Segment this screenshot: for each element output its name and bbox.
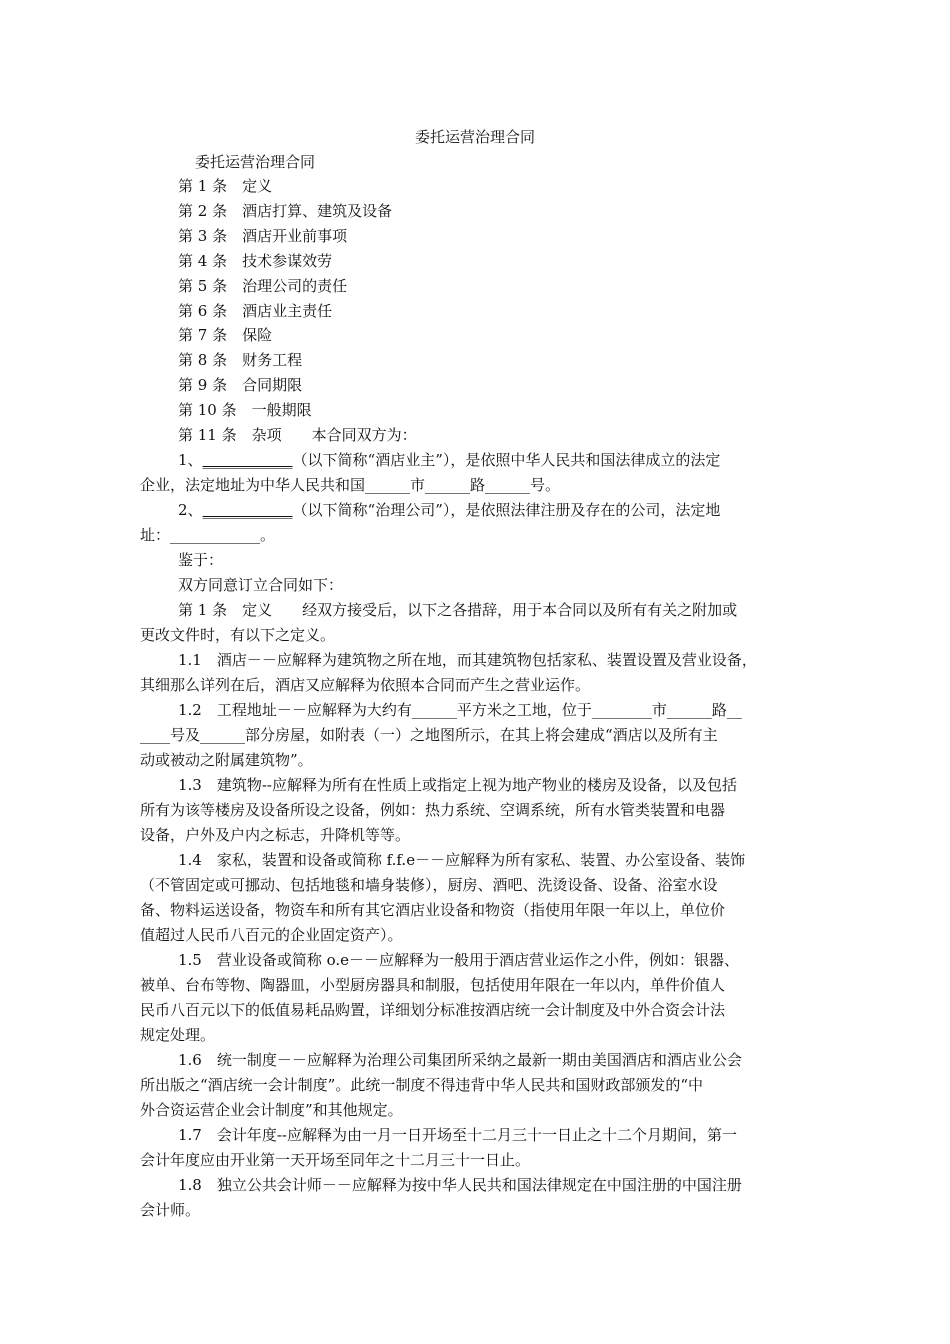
toc-item: 第 2 条 酒店打算、建筑及设备 — [178, 201, 393, 220]
toc-item: 第 5 条 治理公司的责任 — [178, 276, 348, 295]
party-1-line-1 — [178, 450, 720, 470]
toc-item: 第 11 条 杂项 本合同双方为： — [178, 426, 417, 444]
contract-line: 会计师。 — [140, 1201, 201, 1219]
contract-line: 1.5 营业设备或简称 o.e－－应解释为一般用于酒店营业运作之小件，例如：银器、 — [178, 951, 740, 969]
contract-line: 值超过人民币八百元的企业固定资产）。 — [140, 926, 403, 944]
party-2-text: （以下简称“治理公司”），是依照法律注册及存在的公司，法定地 — [292, 501, 721, 519]
party-2-line-2: 址：____________。 — [140, 526, 276, 544]
contract-line: 其细那么详列在后，酒店又应解释为依照本合同而产生之营业运作。 — [140, 676, 591, 694]
toc-item: 第 1 条 定义 — [178, 177, 273, 195]
contract-line: 设备，户外及户内之标志，升降机等等。 — [140, 826, 411, 844]
contract-line: 更改文件时，有以下之定义。 — [140, 626, 336, 644]
contract-line: 第 1 条 定义 经双方接受后，以下之各措辞，用于本合同以及所有有关之附加或 — [178, 601, 738, 619]
party-2-line-1 — [178, 500, 720, 520]
contract-line: 1.4 家私，装置和设备或简称 f.f.e－－应解释为所有家私、装置、办公室设备、装饰 — [178, 851, 746, 869]
contract-line: 所出版之“酒店统一会计制度”。此统一制度不得违背中华人民共和国财政部颁发的“中 — [140, 1076, 704, 1094]
contract-line: 1.7 会计年度--应解释为由一月一日开场至十二月三十一日止之十二个月期间，第一 — [178, 1126, 737, 1144]
toc-item: 第 7 条 保险 — [178, 326, 273, 345]
contract-line: 会计年度应由开业第一天开场至同年之十二月三十一日止。 — [140, 1151, 531, 1169]
toc-item: 第 9 条 合同期限 — [178, 376, 303, 395]
contract-line: 所有为该等楼房及设备所设之设备，例如：热力系统、空调系统，所有水管类装置和电器 — [140, 801, 726, 819]
contract-line: 备、物料运送设备，物资车和所有其它酒店业设备和物资（指使用年限一年以上，单位价 — [140, 901, 726, 919]
contract-line: 外合资运营企业会计制度”和其他规定。 — [140, 1101, 403, 1119]
contract-line: 被单、台布等物、陶器皿，小型厨房器具和制服，包括使用年限在一年以内，单件价值人 — [140, 976, 726, 994]
toc-item: 第 3 条 酒店开业前事项 — [178, 226, 348, 245]
document-title: 委托运营治理合同 — [414, 128, 535, 146]
toc-item: 第 4 条 技术参谋效劳 — [178, 251, 333, 270]
party-2-blank: ____________ — [202, 501, 293, 519]
contract-line: ____号及______部分房屋，如附表（一）之地图所示，在其上将会建成“酒店以及所有主 — [140, 726, 718, 744]
toc-item: 第 6 条 酒店业主责任 — [178, 301, 333, 320]
party-1-blank: ____________ — [202, 451, 293, 469]
party-1-number: 1、 — [178, 451, 203, 469]
toc-item: 第 10 条 一般期限 — [178, 401, 312, 420]
party-1-line-2: 企业，法定地址为中华人民共和国______市______路______号。 — [140, 476, 561, 494]
contract-line: 1.1 酒店－－应解释为建筑物之所在地，而其建筑物包括家私、装置设置及营业设备， — [178, 651, 757, 669]
party-2-number: 2、 — [178, 501, 203, 519]
contract-line: 1.2 工程地址－－应解释为大约有______平方米之工地，位于________市______路__ — [178, 701, 742, 719]
contract-line: （不管固定或可挪动、包括地毯和墙身装修），厨房、酒吧、洗烫设备、设备、浴室水设 — [140, 876, 718, 894]
party-1-text: （以下简称“酒店业主”），是依照中华人民共和国法律成立的法定 — [292, 451, 721, 469]
toc-item: 第 8 条 财务工程 — [178, 351, 303, 370]
whereas-line: 鉴于： — [178, 551, 224, 569]
contract-line: 1.3 建筑物--应解释为所有在性质上或指定上视为地产物业的楼房及设备，以及包括 — [178, 776, 737, 794]
contract-line: 动或被动之附属建筑物”。 — [140, 751, 313, 769]
contract-line: 民币八百元以下的低值易耗品购置，详细划分标准按酒店统一会计制度及中外合资会计法 — [140, 1001, 726, 1019]
contract-line: 1.8 独立公共会计师－－应解释为按中华人民共和国法律规定在中国注册的中国注册 — [178, 1176, 742, 1194]
contract-line: 规定处理。 — [140, 1026, 216, 1044]
document-subtitle: 委托运营治理合同 — [195, 153, 316, 171]
agreement-line: 双方同意订立合同如下： — [178, 576, 344, 594]
contract-line: 1.6 统一制度－－应解释为治理公司集团所采纳之最新一期由美国酒店和酒店业公会 — [178, 1051, 742, 1069]
